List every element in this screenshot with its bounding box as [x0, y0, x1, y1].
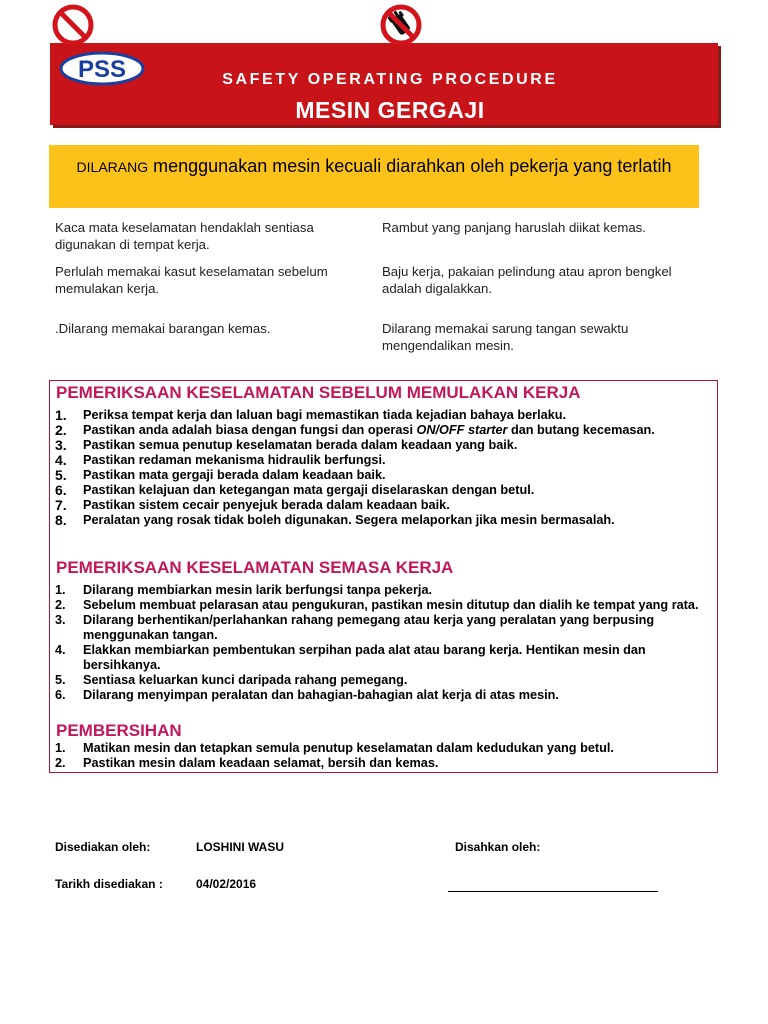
list-item: 7. Pastikan sistem cecair penyejuk berada dalam keadaan baik.: [55, 497, 450, 513]
warning-text: menggunakan mesin kecuali diarahkan oleh pekerja yang terlatih: [153, 156, 672, 176]
rule-no-jewelry: .Dilarang memakai barangan kemas.: [55, 321, 271, 336]
prepared-by-value: LOSHINI WASU: [196, 840, 285, 854]
section-title-before-work: PEMERIKSAAN KESELAMATAN SEBELUM MEMULAKAN KERJA: [56, 383, 581, 402]
list-item: 5. Pastikan mata gergaji berada dalam keadaan baik.: [55, 467, 386, 483]
date-label: Tarikh disediakan :: [55, 877, 163, 891]
list-item: 6. Dilarang menyimpan peralatan dan bahagian-bahagian alat kerja di atas mesin.: [55, 688, 559, 702]
list-item: 3. Dilarang berhentikan/perlahankan rahang pemegang atau kerja yang peralatan yang berpusing menggunakan tangan.: [55, 613, 655, 642]
list-item: 1. Matikan mesin dan tetapkan semula penutup keselamatan dalam kedudukan yang betul.: [55, 741, 614, 755]
list-item: 2. Pastikan mesin dalam keadaan selamat, bersih dan kemas.: [55, 756, 439, 770]
rule-safety-shoes: Perlulah memakai kasut keselamatan sebelum memulakan kerja.: [55, 264, 328, 296]
date-value: 04/02/2016: [196, 877, 257, 891]
list-item: 8. Peralatan yang rosak tidak boleh digunakan. Segera melaporkan jika mesin bermasalah.: [55, 512, 615, 528]
section-title-cleaning: PEMBERSIHAN: [56, 721, 182, 740]
signature-line: [448, 891, 658, 892]
rule-safety-glasses: Kaca mata keselamatan hendaklah sentiasa digunakan di tempat kerja.: [55, 220, 314, 252]
warning-lead: DILARANG: [76, 159, 149, 175]
list-item: 1. Dilarang membiarkan mesin larik berfungsi tanpa pekerja.: [55, 583, 433, 597]
warning-box: [49, 145, 699, 208]
list-cleaning: [50, 741, 708, 771]
list-item: 2. Sebelum membuat pelarasan atau pengukuran, pastikan mesin ditutup dan dialih ke tempat yang rata.: [55, 598, 699, 612]
section-title-during-work: PEMERIKSAAN KESELAMATAN SEMASA KERJA: [56, 558, 454, 577]
rule-long-hair: Rambut yang panjang haruslah diikat kemas.: [382, 220, 646, 235]
document-title: MESIN GERGAJI: [295, 97, 485, 123]
checklist-box: [49, 380, 718, 773]
list-item: 6. Pastikan kelajuan dan ketegangan mata gergaji diselaraskan dengan betul.: [55, 482, 535, 498]
logo-text: PSS: [77, 56, 127, 83]
no-gloves-sign-icon: [377, 3, 425, 47]
prepared-by-label: Disediakan oleh:: [55, 840, 151, 854]
list-before-work: [50, 408, 708, 528]
list-item: 1. Periksa tempat kerja dan laluan bagi memastikan tiada kejadian bahaya berlaku.: [55, 407, 567, 423]
list-item: 4. Elakkan membiarkan pembentukan serpihan pada alat atau barang kerja. Hentikan mesin dan bersihkanya.: [55, 643, 646, 672]
list-during-work: [50, 583, 708, 703]
list-item: 3. Pastikan semua penutup keselamatan berada dalam keadaan yang baik.: [55, 437, 518, 453]
list-item: 2. Pastikan anda adalah biasa dengan fungsi dan operasi ON/OFF starter dan butang kecemasan.: [55, 422, 655, 438]
rule-work-clothes: Baju kerja, pakaian pelindung atau apron bengkel adalah digalakkan.: [382, 264, 672, 296]
prohibition-sign-icon: [51, 3, 95, 47]
rule-no-gloves: Dilarang memakai sarung tangan sewaktu mengendalikan mesin.: [382, 321, 629, 353]
list-item: 5. Sentiasa keluarkan kunci daripada rahang pemegang.: [55, 673, 408, 687]
document-subtitle: SAFETY OPERATING PROCEDURE: [222, 71, 558, 88]
list-item: 4. Pastikan redaman mekanisma hidraulik berfungsi.: [55, 452, 386, 468]
approved-by-label: Disahkan oleh:: [455, 840, 541, 854]
